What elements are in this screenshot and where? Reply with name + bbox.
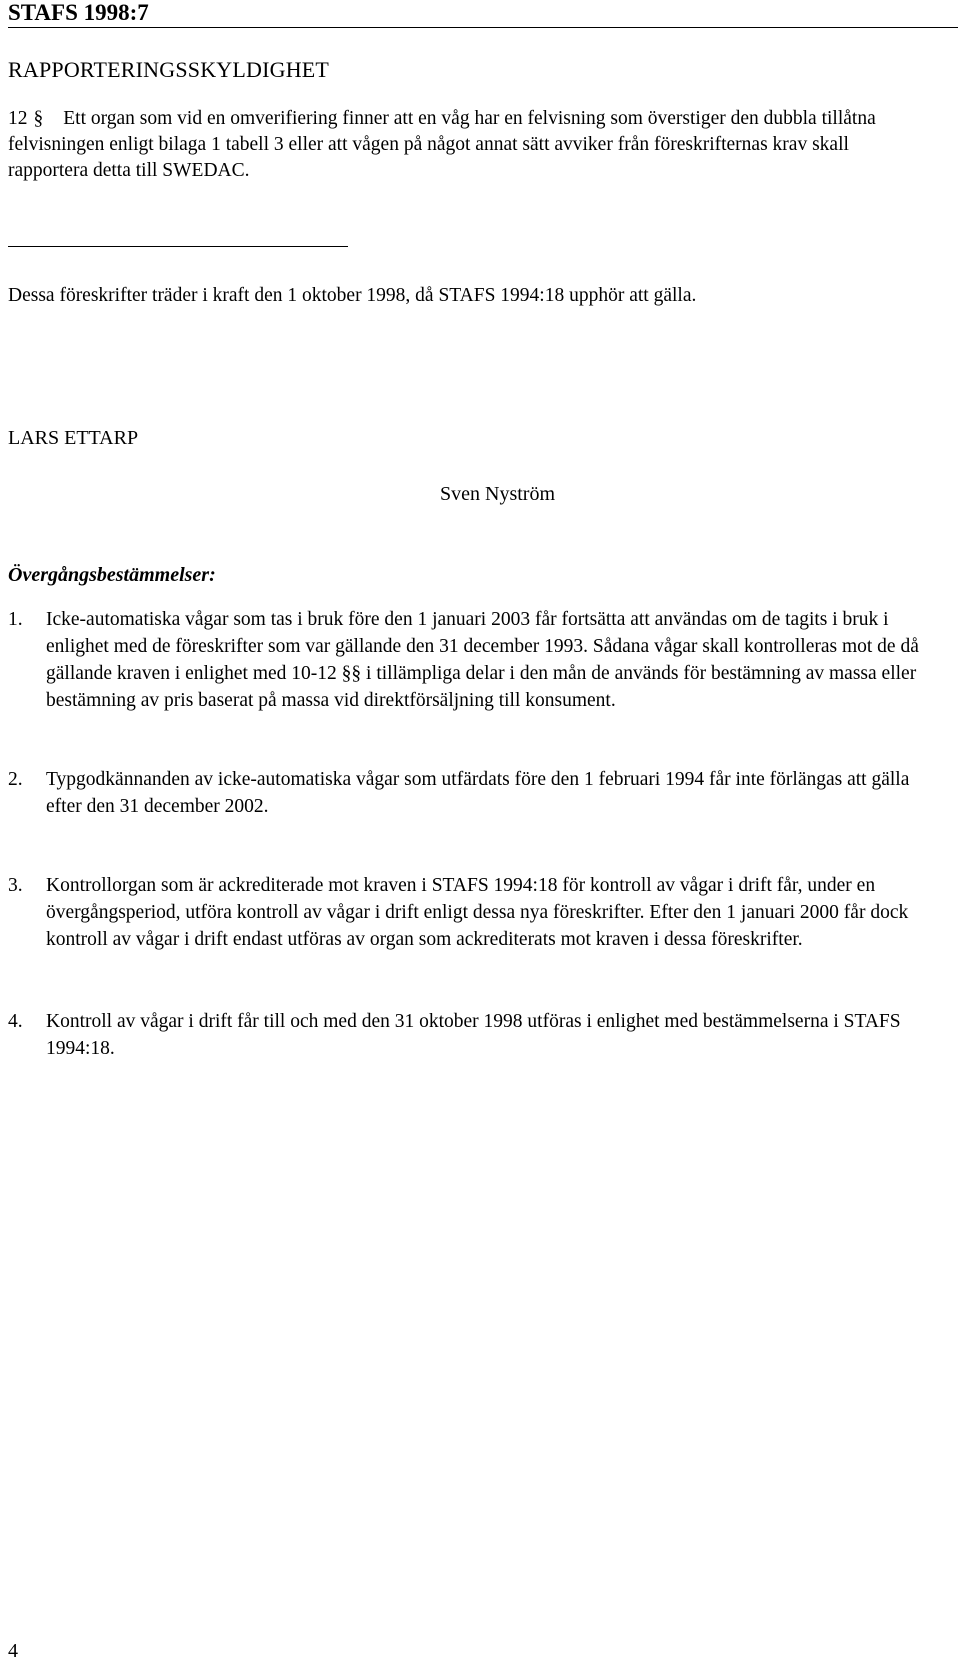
transitional-item — [8, 1008, 928, 1062]
signature-primary: LARS ETTARP — [8, 427, 139, 449]
footnote-divider — [8, 246, 348, 247]
document-code: STAFS 1998:7 — [8, 0, 149, 25]
item-number: 2. — [8, 769, 23, 790]
section-heading: RAPPORTERINGSSKYLDIGHET — [8, 57, 330, 82]
section-text: Ett organ som vid en omverifiering finner att en våg har en felvisning som överstiger den dubbla tillåtna felvisningen enligt bilaga 1 tabell 3 eller att vågen på något annat sätt avviker från föreskrifternas krav skall rapportera detta till SWEDAC. — [8, 108, 876, 181]
item-text: Typgodkännanden av icke-automatiska vågar som utfärdats före den 1 februari 1994 får inte förlängas att gälla efter den 31 december 2002. — [46, 769, 910, 817]
item-text: Icke-automatiska vågar som tas i bruk före den 1 januari 2003 får fortsätta att användas om de tagits i bruk i enlighet med de föreskrifter som var gällande den 31 december 1993. Sådana vågar skall kontrolleras mot de då gällande kraven i enlighet med 10-12 §§ i tillämpliga delar i den mån de används för bestämning av massa eller bestämning av pris baserat på massa vid direktförsäljning till konsument. — [46, 609, 919, 711]
header-divider — [8, 27, 958, 28]
section-number: 12 — [8, 108, 28, 129]
page-number: 4 — [8, 1640, 18, 1662]
transitional-item — [8, 606, 928, 714]
transitional-item — [8, 872, 928, 953]
item-number: 4. — [8, 1011, 23, 1032]
transitional-item — [8, 766, 928, 820]
item-number: 3. — [8, 875, 23, 896]
section-paragraph — [8, 106, 918, 184]
signature-secondary: Sven Nyström — [440, 483, 555, 505]
transitional-heading: Övergångsbestämmelser: — [8, 564, 216, 586]
entry-into-force-text: Dessa föreskrifter träder i kraft den 1 oktober 1998, då STAFS 1994:18 upphör att gälla. — [8, 285, 697, 306]
section-sign: § — [33, 108, 44, 129]
item-text: Kontrollorgan som är ackrediterade mot kraven i STAFS 1994:18 för kontroll av vågar i drift får, under en övergångsperiod, utföra kontroll av vågar i drift enligt dessa nya föreskrifter. Efter den 1 januari 2000 får dock kontroll av vågar i drift endast utföras av organ som ackrediterats mot kraven i dessa föreskrifter. — [46, 875, 909, 950]
item-number: 1. — [8, 609, 23, 630]
item-text: Kontroll av vågar i drift får till och med den 31 oktober 1998 utföras i enlighet med bestämmelserna i STAFS 1994:18. — [46, 1011, 901, 1059]
